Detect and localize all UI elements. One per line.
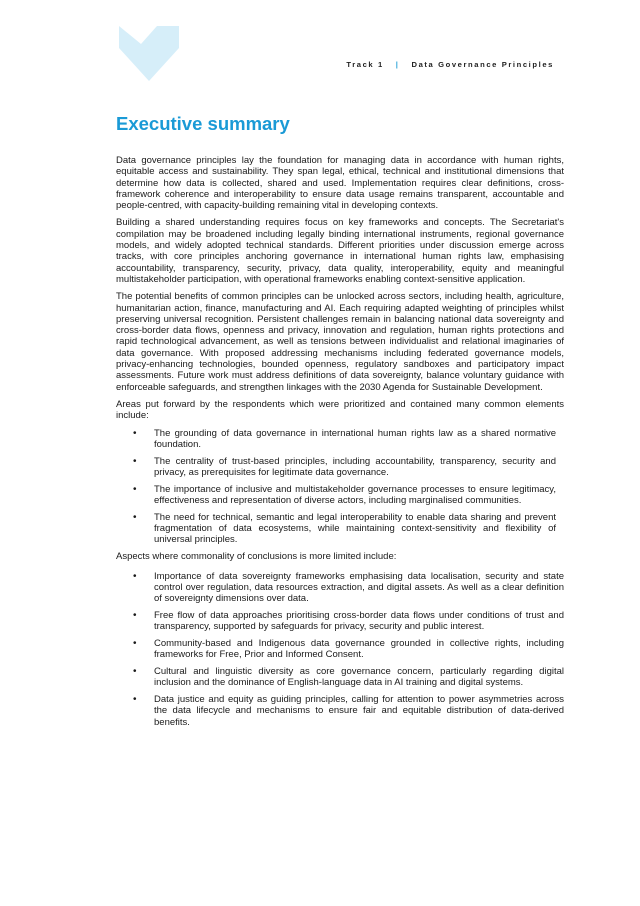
- paragraph-benefits: The potential benefits of common principles can be unlocked across sectors, including health, agriculture, humanitarian action, finance, manufacturing and AI. Each requiring adapted weighting of principles whilst preserving universal recognition. Persistent challenges remain in balancing national data sovereignty and cross-border data flows, openness and privacy, innovation and regulation, human rights protections and rapid technological advancement, as well as tensions between individualist and relational imaginaries of data governance. With proposed addressing mechanisms including federated governance models, privacy-enhancing technologies, bounded openness, regulatory sandboxes and participatory impact assessments. Future work must address definitions of data sovereignty, balance voluntary guidance with enforceable safeguards, and strengthen linkages with the 2030 Agenda for Sustainable Development.: [116, 291, 564, 393]
- list-item: • Cultural and linguistic diversity as core governance concern, particularly regarding digital inclusion and the dominance of English-language data in AI training and digital systems.: [116, 666, 564, 689]
- paragraph-frameworks: Building a shared understanding requires focus on key frameworks and concepts. The Secretariat's compilation may be broadened including legally binding international instruments, regional governance models, and widely adopted technical standards. Different priorities under discussion emerge across tracks, with core principles anchoring governance in international human rights law, emphasising accountability, transparency, security, privacy, data quality, interoperability, equity and meaningful multistakeholder participation, with operational frameworks enabling context-sensitive application.: [116, 217, 564, 285]
- list-item: • The grounding of data governance in international human rights law as a shared normative foundation.: [116, 428, 556, 451]
- main-content: [116, 113, 564, 734]
- chevron-logo-icon: [119, 26, 179, 81]
- list-item: • Free flow of data approaches prioritising cross-border data flows under conditions of trust and transparency, supported by safeguards for privacy, security and public interest.: [116, 610, 564, 633]
- common-elements-list: [116, 428, 564, 546]
- limited-aspects-list: [116, 571, 564, 729]
- list-item: • Community-based and Indigenous data governance grounded in collective rights, including frameworks for Free, Prior and Informed Consent.: [116, 638, 564, 661]
- paragraph-areas-intro: Areas put forward by the respondents which were prioritized and contained many common elements include:: [116, 398, 564, 422]
- list-item: • The need for technical, semantic and legal interoperability to enable data sharing and prevent fragmentation of data ecosystems, while maintaining context-sensitivity and flexibility of universal principles.: [116, 512, 556, 546]
- header-separator: |: [395, 60, 400, 69]
- header-track: Track 1: [346, 60, 384, 69]
- header-topic: Data Governance Principles: [411, 60, 554, 69]
- page-title: Executive summary: [116, 113, 290, 134]
- running-header: [346, 60, 554, 69]
- paragraph-limited-intro: Aspects where commonality of conclusions is more limited include:: [116, 551, 397, 563]
- list-item: • The importance of inclusive and multistakeholder governance processes to ensure legitimacy, effectiveness and representation of diverse actors, including marginalised communities.: [116, 484, 556, 507]
- paragraph-intro: Data governance principles lay the foundation for managing data in accordance with human rights, equitable access and sustainability. They span legal, ethical, technical and institutional dimensions that determine how data is collected, shared and used. Implementation requires clear definitions, cross-framework coherence and interoperability to ensure data usage remains transparent, accountable and people-centred, with capacity-building remaining vital in developing contexts.: [116, 155, 564, 212]
- list-item: • The centrality of trust-based principles, including accountability, transparency, security and privacy, as prerequisites for legitimate data governance.: [116, 456, 556, 479]
- list-item: • Importance of data sovereignty frameworks emphasising data localisation, security and state control over regulation, data resources extraction, and digital assets. As well as a clear definition of sovereignty dimensions over data.: [116, 571, 564, 605]
- list-item: • Data justice and equity as guiding principles, calling for attention to power asymmetries across the data lifecycle and mechanisms to ensure fair and equitable distribution of data-derived benefits.: [116, 694, 564, 728]
